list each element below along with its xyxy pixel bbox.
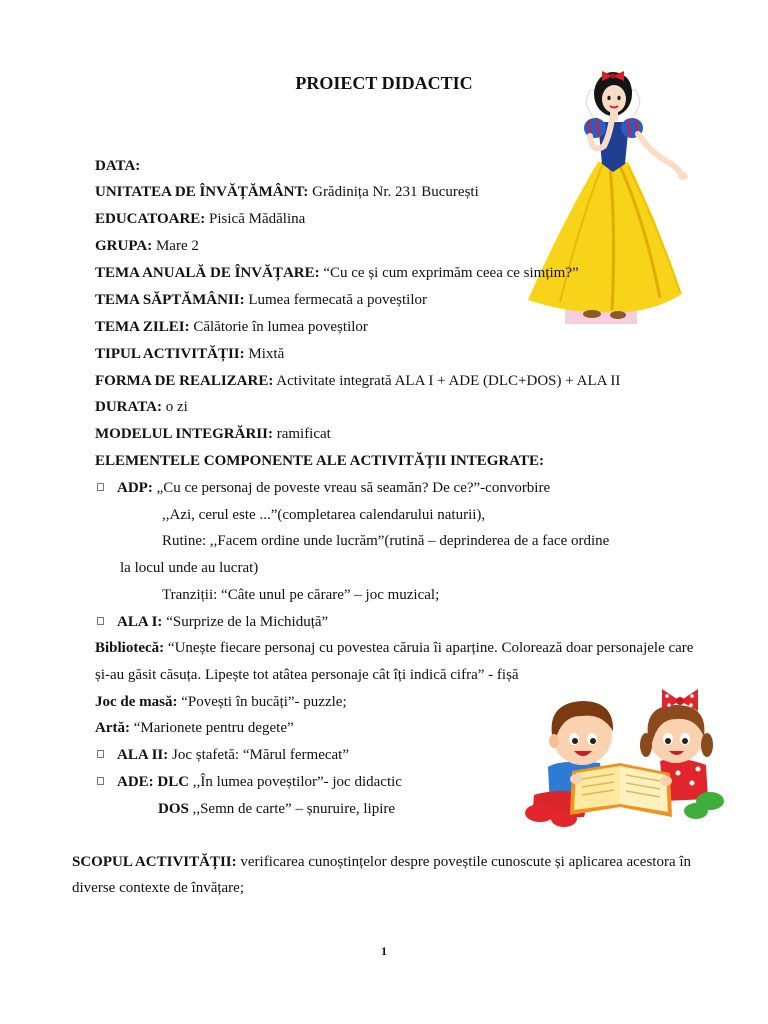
field-value: Călătorie în lumea poveștilor — [193, 319, 368, 335]
field-label: TIPUL ACTIVITĂȚII: — [95, 346, 245, 362]
field-value: verificarea cunoștințelor despre poveștile cunoscute și aplicarea acestora în — [240, 854, 692, 870]
field-label: DURATA: — [95, 399, 162, 415]
item-label: DOS — [158, 801, 189, 817]
item-ala1 — [117, 613, 328, 631]
item-value: “Surprize de la Michiduță” — [166, 614, 329, 630]
ala1-arta-line — [95, 719, 294, 737]
field-grupa — [95, 237, 199, 255]
adp-rutine-continuation: la locul unde au lucrat) — [120, 560, 259, 576]
adp-tranzitii-line: Tranziții: “Câte unul pe cărare” – joc muzical; — [162, 587, 440, 603]
item-label: ADP: — [117, 480, 153, 496]
item-value: “Unește fiecare personaj cu povestea căruia îi aparține. Colorează doar personajele care — [167, 640, 694, 656]
ala1-biblioteca-continuation: și-au găsit căsuța. Lipește tot atâtea personaje cât îți indică cifra” - fișă — [95, 667, 519, 683]
field-tipul-activitatii — [95, 345, 284, 363]
item-value: Joc ștafetă: “Mărul fermecat” — [172, 747, 349, 763]
field-label: GRUPA: — [95, 238, 153, 254]
bullet-icon — [97, 483, 104, 491]
scopul-continuation: diverse contexte de învățare; — [72, 880, 245, 896]
snow-white-illustration — [520, 62, 690, 332]
field-forma-realizare — [95, 372, 620, 390]
field-value: o zi — [165, 399, 188, 415]
field-tema-anuala — [95, 264, 579, 282]
item-label: ALA II: — [117, 747, 169, 763]
field-educatoare — [95, 210, 305, 228]
item-ala2 — [117, 746, 349, 764]
item-value: “Marionete pentru degete” — [133, 720, 294, 736]
field-value: “Cu ce și cum exprimăm ceea ce simțim?” — [323, 265, 579, 281]
item-label: Joc de masă: — [95, 694, 178, 710]
field-value: Activitate integrată ALA I + ADE (DLC+DOS) + ALA II — [276, 373, 621, 389]
item-value: ,,Semn de carte” – șnuruire, lipire — [192, 801, 396, 817]
item-value: ,,În lumea poveștilor”- joc didactic — [192, 774, 402, 790]
adp-calendar-line: ,,Azi, cerul este ...”(completarea calendarului naturii), — [162, 507, 486, 523]
field-value: Mare 2 — [155, 238, 199, 254]
ala1-joc-masa-line — [95, 693, 347, 711]
ala1-biblioteca-line — [95, 639, 693, 657]
item-label: Artă: — [95, 720, 130, 736]
field-tema-zilei — [95, 318, 368, 336]
field-value: Grădinița Nr. 231 București — [312, 184, 479, 200]
document-title: PROIECT DIDACTIC — [295, 73, 473, 93]
item-adp — [117, 479, 550, 497]
bullet-icon — [97, 777, 104, 785]
bullet-icon — [97, 617, 104, 625]
item-value: “Povești în bucăți”- puzzle; — [181, 694, 347, 710]
bullet-icon — [97, 750, 104, 758]
field-value: ramificat — [276, 426, 331, 442]
field-tema-saptamanii — [95, 291, 427, 309]
item-label: ADE: DLC — [117, 774, 190, 790]
children-reading-illustration — [520, 683, 726, 833]
item-label: Bibliotecă: — [95, 640, 165, 656]
adp-rutine-line: Rutine: ,,Facem ordine unde lucrăm”(rutină – deprinderea de a face ordine — [162, 533, 610, 549]
item-value: „Cu ce personaj de poveste vreau să seamăn? De ce?”-convorbire — [156, 480, 551, 496]
item-ade — [117, 773, 402, 791]
field-label: DATA: — [95, 158, 141, 174]
field-label: TEMA ANUALĂ DE ÎNVĂȚARE: — [95, 265, 320, 281]
ade-dos-line — [158, 800, 395, 818]
field-modelul-integrarii — [95, 425, 331, 443]
field-value: Pisică Mădălina — [209, 211, 306, 227]
item-label: ALA I: — [117, 614, 163, 630]
field-unitate — [95, 183, 479, 201]
field-label: UNITATEA DE ÎNVĂȚĂMÂNT: — [95, 184, 309, 200]
field-label: FORMA DE REALIZARE: — [95, 373, 274, 389]
field-label: TEMA ZILEI: — [95, 319, 190, 335]
page-number: 1 — [381, 944, 387, 958]
field-label: EDUCATOARE: — [95, 211, 206, 227]
field-label: MODELUL INTEGRĂRII: — [95, 426, 273, 442]
field-value: Lumea fermecată a poveștilor — [248, 292, 428, 308]
field-value: Mixtă — [248, 346, 285, 362]
field-label: TEMA SĂPTĂMÂNII: — [95, 292, 245, 308]
section-heading-elemente: ELEMENTELE COMPONENTE ALE ACTIVITĂȚII INTEGRATE: — [95, 453, 544, 469]
field-durata — [95, 398, 188, 416]
field-label: SCOPUL ACTIVITĂȚII: — [72, 854, 237, 870]
field-data — [95, 157, 140, 175]
scopul-activitatii — [72, 853, 691, 871]
